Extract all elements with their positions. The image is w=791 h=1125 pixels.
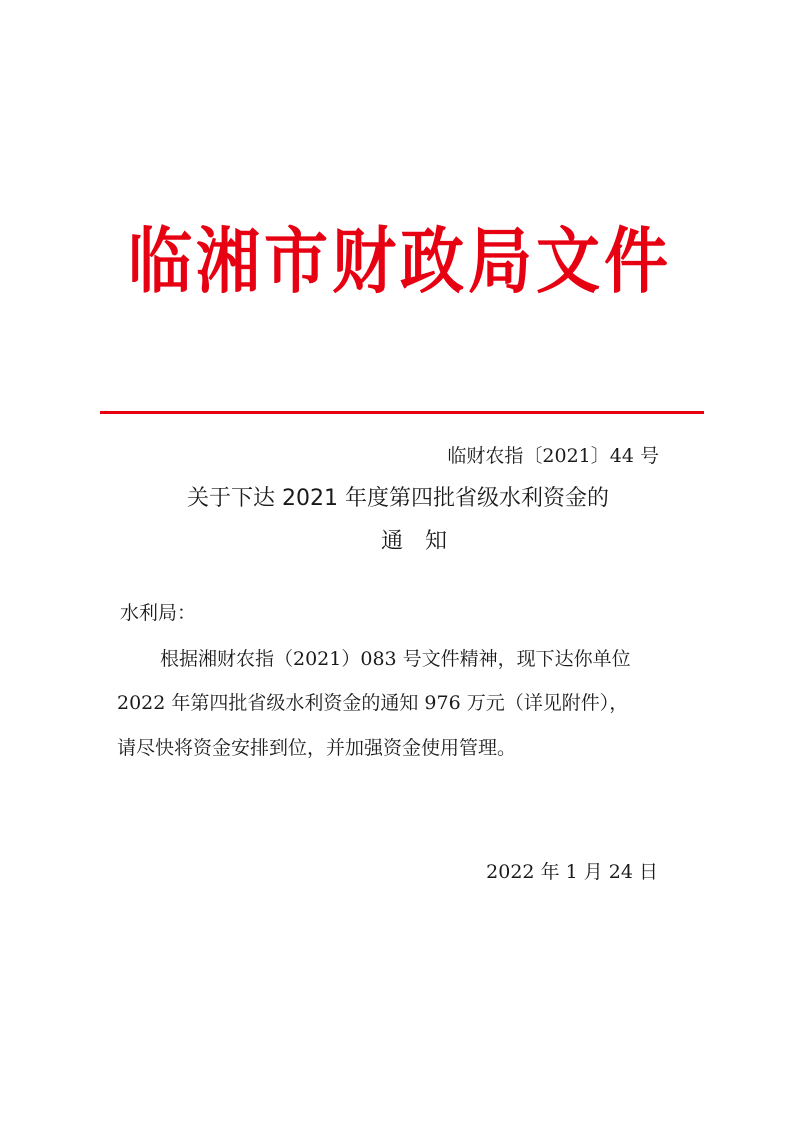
document-title-line-1: 关于下达 2021 年度第四批省级水利资金的 xyxy=(187,486,609,511)
body-paragraph-line: 请尽快将资金安排到位，并加强资金使用管理。 xyxy=(117,737,517,759)
salutation: 水利局： xyxy=(120,602,197,624)
body-paragraph-line: 2022 年第四批省级水利资金的通知 976 万元（详见附件）， xyxy=(117,692,629,714)
document-number: 临财农指〔2021〕44 号 xyxy=(447,445,659,467)
document-title-line-2: 通 知 xyxy=(380,529,447,554)
issue-date: 2022 年 1 月 24 日 xyxy=(486,861,658,883)
body-paragraph-line: 根据湘财农指（2021）083 号文件精神，现下达你单位 xyxy=(160,648,631,670)
red-divider-rule xyxy=(100,411,704,414)
document-masthead: 临湘市财政局文件 xyxy=(128,219,672,304)
